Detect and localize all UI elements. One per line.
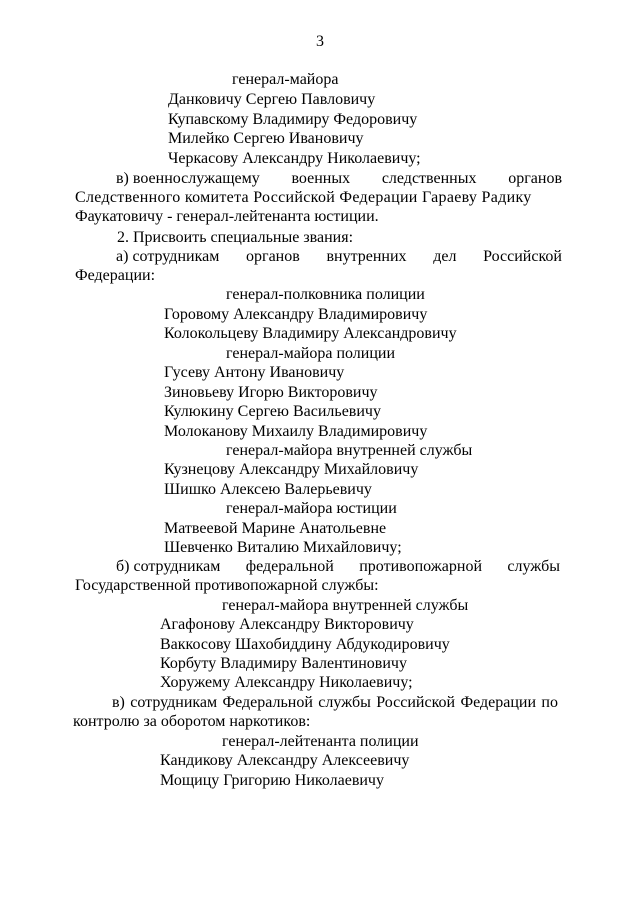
section-heading: 2. Присвоить специальные звания: — [117, 229, 354, 246]
name-line: Купавскому Владимиру Федоровичу — [168, 111, 418, 128]
rank-heading: генерал-майора внутренней службы — [222, 597, 469, 614]
paragraph-line-justified: а) сотрудникам органов внутренних дел Российской — [116, 248, 562, 265]
paragraph-line-justified: в) военнослужащему военных следственных органов — [116, 170, 562, 187]
name-line: Ваккосову Шахобиддину Абдукодировичу — [160, 636, 450, 653]
paragraph-line-justified: в) сотрудникам Федеральной службы Российской Федерации по — [112, 694, 558, 711]
paragraph-line: контролю за оборотом наркотиков: — [73, 713, 311, 730]
rank-heading: генерал-майора полиции — [226, 345, 396, 362]
name-line: Агафонову Александру Викторовичу — [160, 616, 414, 633]
paragraph-line: Следственного комитета Российской Федерации Гараеву Радику — [75, 189, 532, 206]
name-line: Кулюкину Сергею Васильевичу — [164, 403, 381, 420]
paragraph-line: Фаукатовичу - генерал-лейтенанта юстиции. — [75, 208, 379, 225]
name-line: Шевченко Виталию Михайловичу; — [164, 539, 402, 556]
name-line: Матвеевой Марине Анатольевне — [164, 520, 387, 537]
name-line: Молоканову Михаилу Владимировичу — [164, 423, 428, 440]
name-line: Шишко Алексею Валерьевичу — [164, 481, 372, 498]
paragraph-line-justified: б) сотрудникам федеральной противопожарной службы — [116, 558, 560, 575]
rank-heading: генерал-майора внутренней службы — [226, 442, 473, 459]
name-line: Мощицу Григорию Николаевичу — [160, 772, 384, 789]
name-line: Хоружему Александру Николаевичу; — [160, 674, 413, 691]
name-line: Корбуту Владимиру Валентиновичу — [160, 655, 407, 672]
name-line: Горовому Александру Владимировичу — [164, 306, 428, 323]
name-line: Кандикову Александру Алексеевичу — [160, 752, 410, 769]
paragraph-line: Федерации: — [75, 267, 156, 284]
name-line: Кузнецову Александру Михайловичу — [164, 461, 419, 478]
name-line: Колокольцеву Владимиру Александровичу — [164, 325, 457, 342]
rank-heading: генерал-полковника полиции — [226, 286, 425, 303]
name-line: Милейко Сергею Ивановичу — [168, 130, 364, 147]
name-line: Данковичу Сергею Павловичу — [168, 91, 376, 108]
rank-heading: генерал-лейтенанта полиции — [222, 733, 419, 750]
rank-heading: генерал-майора — [232, 71, 339, 88]
name-line: Зиновьеву Игорю Викторовичу — [164, 384, 378, 401]
rank-heading: генерал-майора юстиции — [226, 500, 397, 517]
name-line: Гусеву Антону Ивановичу — [164, 364, 345, 381]
page-number: 3 — [316, 33, 324, 50]
name-line: Черкасову Александру Николаевичу; — [168, 150, 421, 167]
paragraph-line: Государственной противопожарной службы: — [75, 577, 379, 594]
